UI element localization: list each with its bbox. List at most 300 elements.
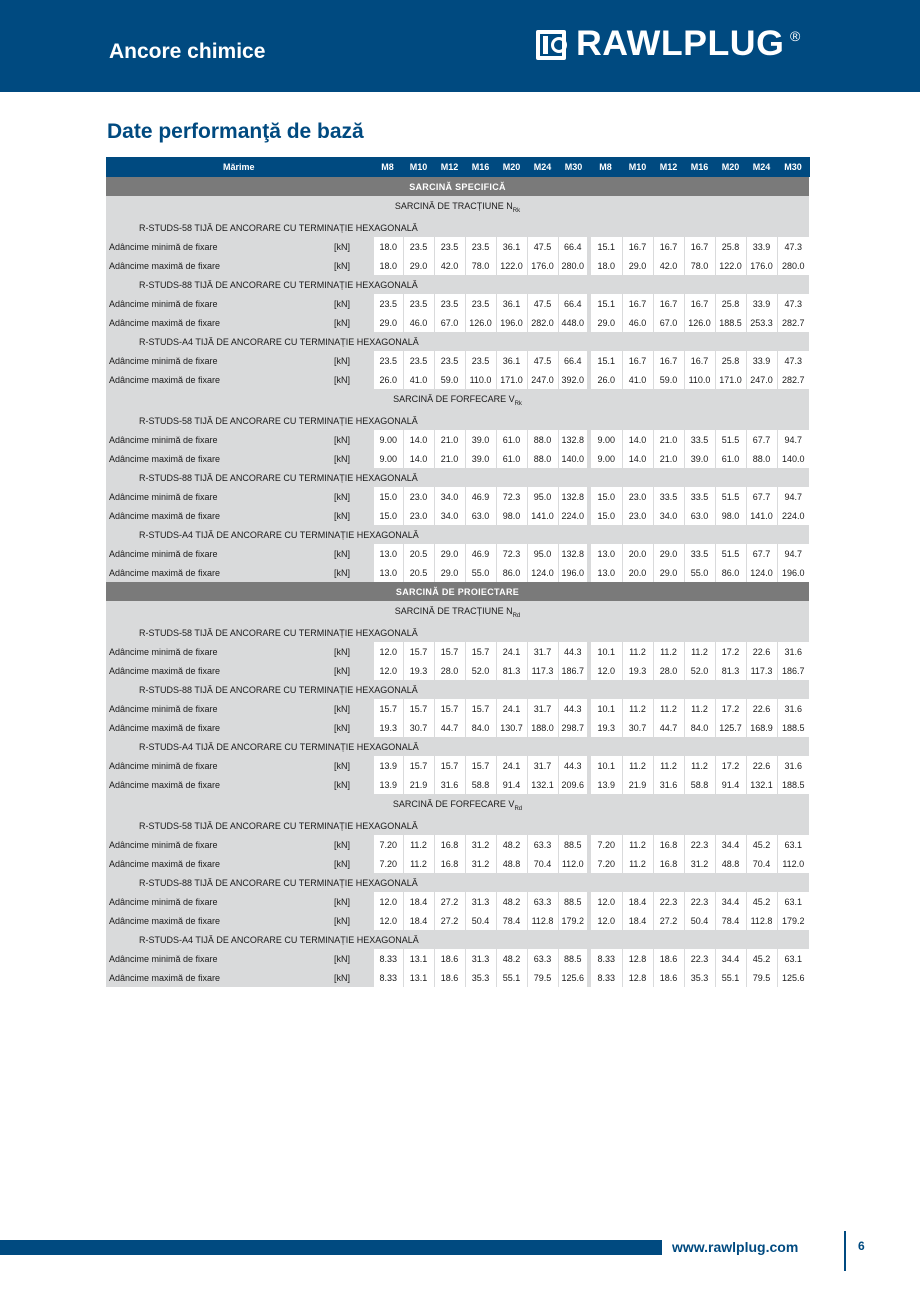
table-cell: 18.6 [434, 968, 465, 987]
table-cell: 94.7 [777, 487, 809, 506]
table-cell: 18.0 [372, 237, 403, 256]
table-cell: 51.5 [715, 430, 746, 449]
table-cell: 18.4 [622, 911, 653, 930]
table-cell: 15.7 [465, 699, 496, 718]
table-cell: 19.3 [372, 718, 403, 737]
load-type-row [106, 196, 809, 218]
table-cell: 34.0 [434, 506, 465, 525]
table-cell: 91.4 [715, 775, 746, 794]
table-cell: 224.0 [558, 506, 589, 525]
table-row [106, 718, 809, 737]
table-cell: 15.0 [372, 487, 403, 506]
table-cell: 55.0 [684, 563, 715, 582]
table-cell: 112.8 [746, 911, 777, 930]
table-cell: 18.4 [403, 911, 434, 930]
table-cell: 34.0 [434, 487, 465, 506]
row-unit: [kN] [332, 854, 372, 873]
table-cell: 95.0 [527, 487, 558, 506]
table-cell: 36.1 [496, 294, 527, 313]
row-unit: [kN] [332, 544, 372, 563]
table-cell: 31.6 [777, 642, 809, 661]
table-cell: 448.0 [558, 313, 589, 332]
table-cell: 10.1 [589, 699, 622, 718]
table-cell: 15.0 [589, 487, 622, 506]
table-row [106, 949, 809, 968]
table-cell: 50.4 [465, 911, 496, 930]
band-title: SARCINĂ SPECIFICĂ [106, 177, 809, 196]
product-name: R-STUDS-A4 TIJĂ DE ANCORARE CU TERMINAȚIE HEXAGONALĂ [106, 930, 809, 949]
table-cell: 23.5 [434, 294, 465, 313]
table-cell: 21.9 [403, 775, 434, 794]
table-cell: 176.0 [527, 256, 558, 275]
table-cell: 280.0 [777, 256, 809, 275]
table-cell: 282.7 [777, 370, 809, 389]
table-cell: 21.0 [434, 449, 465, 468]
table-cell: 18.6 [653, 949, 684, 968]
table-cell: 81.3 [715, 661, 746, 680]
table-cell: 130.7 [496, 718, 527, 737]
table-cell: 35.3 [684, 968, 715, 987]
registered-mark: ® [790, 28, 801, 44]
table-row [106, 699, 809, 718]
row-unit: [kN] [332, 699, 372, 718]
table-cell: 126.0 [465, 313, 496, 332]
table-cell: 7.20 [589, 854, 622, 873]
table-cell: 39.0 [684, 449, 715, 468]
table-cell: 33.9 [746, 237, 777, 256]
table-cell: 47.5 [527, 351, 558, 370]
table-cell: 23.5 [465, 351, 496, 370]
table-row [106, 911, 809, 930]
table-cell: 26.0 [589, 370, 622, 389]
table-cell: 47.3 [777, 237, 809, 256]
row-unit: [kN] [332, 642, 372, 661]
table-cell: 16.7 [622, 237, 653, 256]
table-cell: 11.2 [403, 854, 434, 873]
table-cell: 36.1 [496, 237, 527, 256]
table-cell: 168.9 [746, 718, 777, 737]
table-cell: 55.0 [465, 563, 496, 582]
table-cell: 14.0 [403, 449, 434, 468]
table-cell: 21.0 [653, 449, 684, 468]
table-cell: 41.0 [403, 370, 434, 389]
table-cell: 12.0 [372, 661, 403, 680]
table-cell: 9.00 [589, 449, 622, 468]
table-row [106, 835, 809, 854]
table-row [106, 313, 809, 332]
table-cell: 23.5 [372, 351, 403, 370]
row-unit: [kN] [332, 968, 372, 987]
table-cell: 18.6 [434, 949, 465, 968]
table-cell: 34.4 [715, 949, 746, 968]
table-cell: 31.7 [527, 699, 558, 718]
table-cell: 59.0 [434, 370, 465, 389]
table-cell: 78.4 [715, 911, 746, 930]
table-cell: 48.8 [715, 854, 746, 873]
row-label: Adâncime minimă de fixare [106, 237, 332, 256]
table-cell: 31.2 [465, 854, 496, 873]
table-cell: 63.1 [777, 835, 809, 854]
table-row [106, 294, 809, 313]
table-cell: 31.3 [465, 892, 496, 911]
table-cell: 11.2 [653, 699, 684, 718]
table-cell: 124.0 [746, 563, 777, 582]
table-cell: 22.3 [653, 892, 684, 911]
table-cell: 47.5 [527, 237, 558, 256]
table-cell: 39.0 [465, 449, 496, 468]
table-cell: 186.7 [777, 661, 809, 680]
table-cell: 188.5 [777, 775, 809, 794]
table-cell: 98.0 [496, 506, 527, 525]
load-type-subscript: Rk [514, 400, 522, 407]
load-type-subscript: Rd [512, 612, 521, 619]
table-cell: 88.0 [746, 449, 777, 468]
table-cell: 12.0 [372, 642, 403, 661]
table-cell: 132.1 [527, 775, 558, 794]
table-cell: 224.0 [777, 506, 809, 525]
table-cell: 16.8 [434, 835, 465, 854]
table-cell: 23.0 [403, 487, 434, 506]
table-cell: 18.6 [653, 968, 684, 987]
table-cell: 78.4 [496, 911, 527, 930]
table-cell: 45.2 [746, 835, 777, 854]
table-cell: 48.2 [496, 949, 527, 968]
table-cell: 15.7 [403, 642, 434, 661]
table-cell: 63.3 [527, 835, 558, 854]
table-cell: 16.7 [653, 237, 684, 256]
table-cell: 63.3 [527, 892, 558, 911]
table-cell: 27.2 [434, 911, 465, 930]
table-cell: 78.0 [465, 256, 496, 275]
table-row [106, 661, 809, 680]
table-cell: 22.3 [684, 835, 715, 854]
table-cell: 13.1 [403, 949, 434, 968]
table-body [106, 177, 809, 987]
table-cell: 59.0 [653, 370, 684, 389]
row-unit: [kN] [332, 313, 372, 332]
table-cell: 8.33 [589, 949, 622, 968]
table-cell: 11.2 [622, 642, 653, 661]
size-col: M20 [715, 157, 746, 177]
table-cell: 13.0 [589, 544, 622, 563]
table-cell: 22.3 [684, 892, 715, 911]
table-cell: 98.0 [715, 506, 746, 525]
table-cell: 31.6 [777, 756, 809, 775]
row-unit: [kN] [332, 756, 372, 775]
table-cell: 179.2 [558, 911, 589, 930]
table-cell: 12.0 [589, 892, 622, 911]
table-cell: 72.3 [496, 487, 527, 506]
row-label: Adâncime minimă de fixare [106, 892, 332, 911]
table-cell: 16.7 [653, 351, 684, 370]
table-cell: 25.8 [715, 351, 746, 370]
row-label: Adâncime maximă de fixare [106, 563, 332, 582]
row-unit: [kN] [332, 892, 372, 911]
table-cell: 20.5 [403, 563, 434, 582]
size-col: M20 [496, 157, 527, 177]
table-cell: 33.5 [684, 544, 715, 563]
table-cell: 22.6 [746, 756, 777, 775]
table-cell: 33.5 [684, 487, 715, 506]
table-cell: 112.0 [777, 854, 809, 873]
table-cell: 10.1 [589, 642, 622, 661]
table-cell: 15.7 [403, 699, 434, 718]
product-name: R-STUDS-88 TIJĂ DE ANCORARE CU TERMINAȚIE HEXAGONALĂ [106, 275, 809, 294]
table-cell: 298.7 [558, 718, 589, 737]
row-label: Adâncime minimă de fixare [106, 949, 332, 968]
table-cell: 55.1 [496, 968, 527, 987]
table-cell: 61.0 [715, 449, 746, 468]
row-label: Adâncime maximă de fixare [106, 911, 332, 930]
load-type-label [106, 196, 809, 218]
table-cell: 31.2 [684, 854, 715, 873]
table-cell: 15.1 [589, 237, 622, 256]
table-cell: 23.5 [434, 351, 465, 370]
row-unit: [kN] [332, 449, 372, 468]
table-cell: 25.8 [715, 237, 746, 256]
table-cell: 16.7 [684, 237, 715, 256]
table-cell: 88.0 [527, 449, 558, 468]
table-cell: 29.0 [589, 313, 622, 332]
table-row [106, 563, 809, 582]
table-cell: 179.2 [777, 911, 809, 930]
table-cell: 14.0 [403, 430, 434, 449]
table-cell: 21.0 [653, 430, 684, 449]
table-cell: 18.4 [622, 892, 653, 911]
table-cell: 126.0 [684, 313, 715, 332]
logo-mark-icon [536, 30, 566, 60]
row-label: Adâncime minimă de fixare [106, 835, 332, 854]
table-cell: 33.5 [653, 487, 684, 506]
product-row [106, 468, 809, 487]
product-row [106, 873, 809, 892]
table-header-row [106, 157, 809, 177]
table-row [106, 487, 809, 506]
load-type-text: SARCINĂ DE TRACȚIUNE N [394, 200, 513, 211]
table-cell: 48.8 [496, 854, 527, 873]
product-row [106, 525, 809, 544]
row-unit: [kN] [332, 430, 372, 449]
table-cell: 209.6 [558, 775, 589, 794]
load-type-label [106, 389, 809, 411]
table-cell: 63.0 [465, 506, 496, 525]
load-type-text: SARCINĂ DE FORFECARE V [392, 798, 515, 809]
table-cell: 44.3 [558, 642, 589, 661]
product-name: R-STUDS-58 TIJĂ DE ANCORARE CU TERMINAȚIE HEXAGONALĂ [106, 218, 809, 237]
table-cell: 15.7 [465, 642, 496, 661]
table-cell: 42.0 [653, 256, 684, 275]
table-cell: 23.0 [622, 506, 653, 525]
size-col: M10 [622, 157, 653, 177]
product-name: R-STUDS-58 TIJĂ DE ANCORARE CU TERMINAȚIE HEXAGONALĂ [106, 623, 809, 642]
table-cell: 14.0 [622, 449, 653, 468]
table-cell: 23.5 [434, 237, 465, 256]
table-cell: 91.4 [496, 775, 527, 794]
table-cell: 67.7 [746, 430, 777, 449]
row-unit: [kN] [332, 294, 372, 313]
size-col: M30 [558, 157, 589, 177]
table-cell: 10.1 [589, 756, 622, 775]
load-type-text: SARCINĂ DE FORFECARE V [393, 393, 515, 404]
product-name: R-STUDS-A4 TIJĂ DE ANCORARE CU TERMINAȚIE HEXAGONALĂ [106, 737, 809, 756]
header-title: Ancore chimice [109, 40, 266, 63]
table-cell: 67.7 [746, 487, 777, 506]
table-cell: 31.6 [777, 699, 809, 718]
load-type-subscript: Rk [512, 207, 521, 214]
table-cell: 140.0 [558, 449, 589, 468]
row-unit: [kN] [332, 487, 372, 506]
table-cell: 45.2 [746, 892, 777, 911]
table-cell: 25.8 [715, 294, 746, 313]
page-header [0, 0, 920, 92]
table-cell: 47.3 [777, 294, 809, 313]
table-cell: 21.9 [622, 775, 653, 794]
load-type-label [106, 794, 809, 816]
band-row [106, 582, 809, 601]
table-cell: 29.0 [403, 256, 434, 275]
table-cell: 31.7 [527, 642, 558, 661]
table-cell: 12.8 [622, 968, 653, 987]
logo-text: RAWLPLUG [576, 24, 785, 63]
load-type-subscript: Rd [514, 805, 523, 812]
table-cell: 35.3 [465, 968, 496, 987]
table-cell: 8.33 [372, 949, 403, 968]
table-cell: 67.0 [434, 313, 465, 332]
table-cell: 26.0 [372, 370, 403, 389]
table-cell: 17.2 [715, 642, 746, 661]
row-label: Adâncime maximă de fixare [106, 661, 332, 680]
table-cell: 16.8 [653, 854, 684, 873]
table-cell: 34.0 [653, 506, 684, 525]
table-cell: 22.6 [746, 642, 777, 661]
table-cell: 117.3 [746, 661, 777, 680]
table-cell: 79.5 [527, 968, 558, 987]
table-cell: 94.7 [777, 430, 809, 449]
table-cell: 13.0 [372, 563, 403, 582]
table-cell: 13.1 [403, 968, 434, 987]
table-cell: 24.1 [496, 699, 527, 718]
row-label: Adâncime minimă de fixare [106, 294, 332, 313]
table-cell: 29.0 [653, 544, 684, 563]
table-cell: 253.3 [746, 313, 777, 332]
table-cell: 46.9 [465, 544, 496, 563]
section-title: Date performanţă de bază [107, 120, 364, 143]
table-cell: 7.20 [589, 835, 622, 854]
table-cell: 141.0 [527, 506, 558, 525]
table-cell: 132.8 [558, 430, 589, 449]
table-cell: 67.7 [746, 544, 777, 563]
footer-divider [844, 1231, 846, 1271]
table-cell: 88.5 [558, 949, 589, 968]
row-label: Adâncime maximă de fixare [106, 968, 332, 987]
row-label: Adâncime maximă de fixare [106, 718, 332, 737]
table-cell: 15.0 [372, 506, 403, 525]
table-cell: 282.0 [527, 313, 558, 332]
table-row [106, 775, 809, 794]
table-cell: 16.8 [434, 854, 465, 873]
table-cell: 30.7 [622, 718, 653, 737]
table-cell: 70.4 [746, 854, 777, 873]
row-label: Adâncime maximă de fixare [106, 313, 332, 332]
size-col: M10 [403, 157, 434, 177]
table-cell: 44.7 [434, 718, 465, 737]
table-row [106, 756, 809, 775]
size-col: M8 [589, 157, 622, 177]
table-cell: 16.7 [684, 294, 715, 313]
table-cell: 31.6 [434, 775, 465, 794]
table-cell: 95.0 [527, 544, 558, 563]
table-cell: 19.3 [589, 718, 622, 737]
table-cell: 23.5 [403, 294, 434, 313]
row-unit: [kN] [332, 718, 372, 737]
row-unit: [kN] [332, 835, 372, 854]
table-cell: 19.3 [622, 661, 653, 680]
table-cell: 15.7 [465, 756, 496, 775]
table-cell: 23.5 [465, 294, 496, 313]
table-cell: 55.1 [715, 968, 746, 987]
table-cell: 247.0 [746, 370, 777, 389]
table-cell: 81.3 [496, 661, 527, 680]
table-cell: 72.3 [496, 544, 527, 563]
load-type-row [106, 794, 809, 816]
table-cell: 23.5 [465, 237, 496, 256]
table-row [106, 237, 809, 256]
table-cell: 16.7 [622, 351, 653, 370]
table-cell: 186.7 [558, 661, 589, 680]
row-label: Adâncime minimă de fixare [106, 487, 332, 506]
table-cell: 13.0 [372, 544, 403, 563]
table-cell: 188.5 [715, 313, 746, 332]
table-cell: 41.0 [622, 370, 653, 389]
table-cell: 132.8 [558, 487, 589, 506]
table-cell: 11.2 [622, 756, 653, 775]
table-cell: 247.0 [527, 370, 558, 389]
table-cell: 18.0 [589, 256, 622, 275]
table-cell: 12.0 [372, 911, 403, 930]
table-cell: 29.0 [653, 563, 684, 582]
table-cell: 22.3 [684, 949, 715, 968]
table-cell: 140.0 [777, 449, 809, 468]
table-cell: 16.7 [684, 351, 715, 370]
table-cell: 8.33 [372, 968, 403, 987]
table-cell: 27.2 [653, 911, 684, 930]
table-cell: 125.6 [777, 968, 809, 987]
row-unit: [kN] [332, 506, 372, 525]
table-cell: 16.8 [653, 835, 684, 854]
table-cell: 12.0 [589, 911, 622, 930]
table-cell: 392.0 [558, 370, 589, 389]
page-number: 6 [858, 1239, 865, 1253]
size-col: M30 [777, 157, 809, 177]
size-col: M12 [434, 157, 465, 177]
table-cell: 51.5 [715, 544, 746, 563]
table-cell: 132.1 [746, 775, 777, 794]
table-cell: 63.1 [777, 949, 809, 968]
table-cell: 52.0 [684, 661, 715, 680]
row-unit: [kN] [332, 911, 372, 930]
table-cell: 11.2 [653, 642, 684, 661]
table-row [106, 544, 809, 563]
table-cell: 117.3 [527, 661, 558, 680]
table-cell: 86.0 [715, 563, 746, 582]
table-cell: 15.7 [434, 756, 465, 775]
table-row [106, 892, 809, 911]
table-cell: 88.0 [527, 430, 558, 449]
table-cell: 20.0 [622, 544, 653, 563]
table-cell: 31.6 [653, 775, 684, 794]
table-cell: 12.0 [589, 661, 622, 680]
table-cell: 122.0 [715, 256, 746, 275]
